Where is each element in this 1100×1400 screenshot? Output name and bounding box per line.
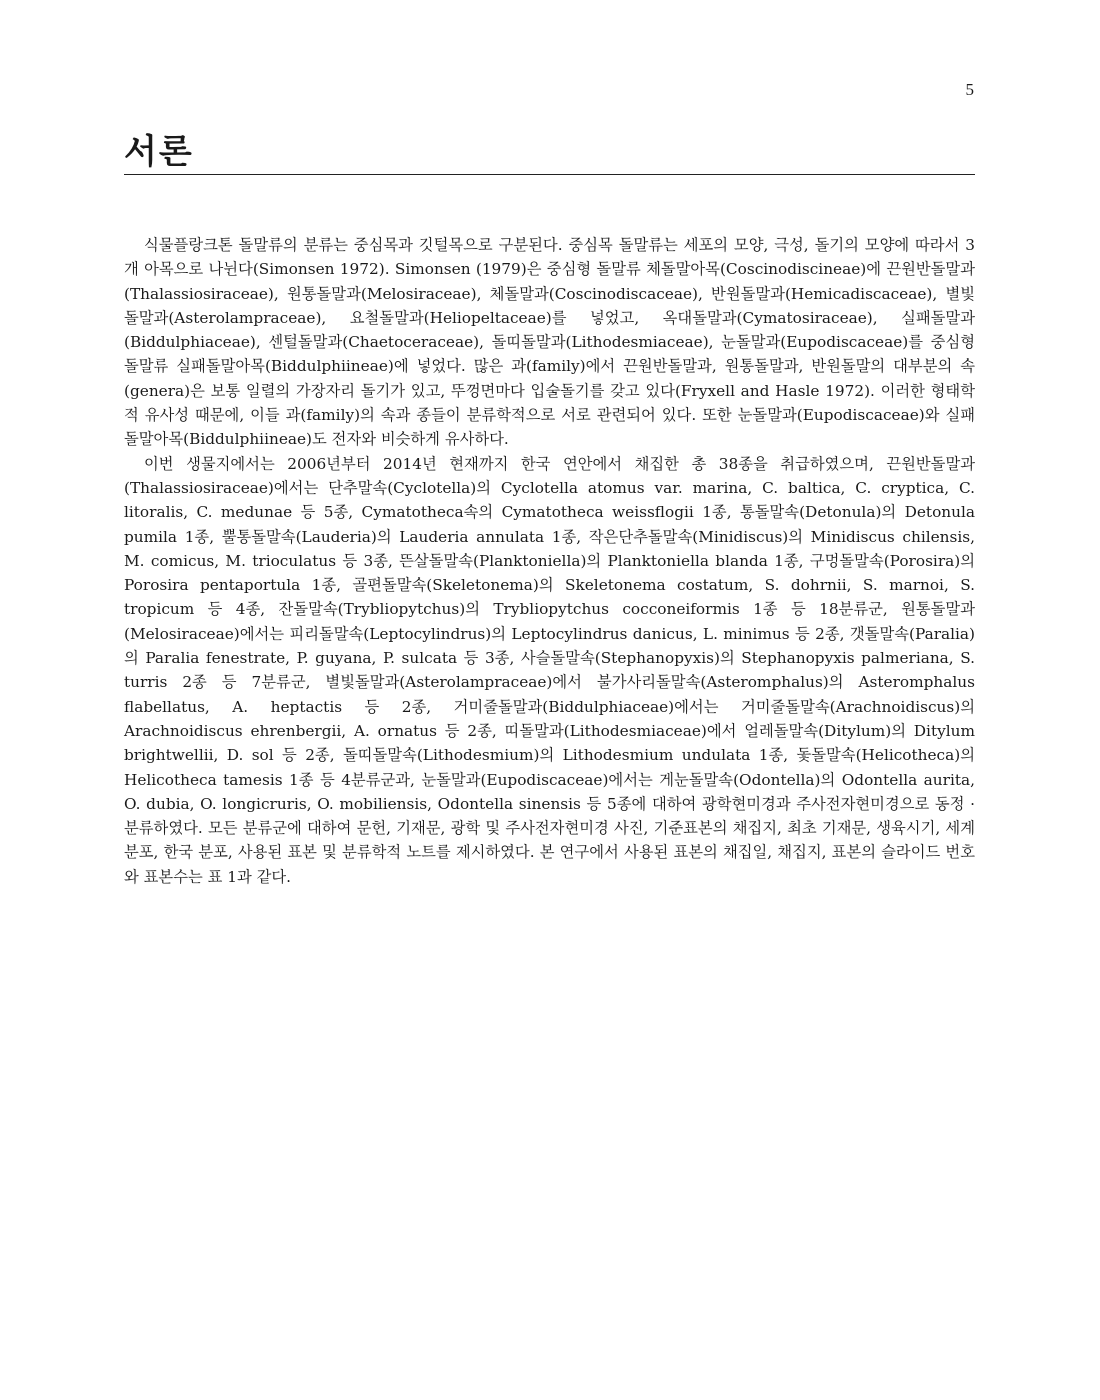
title-rule	[124, 174, 975, 175]
chapter-title: 서론	[124, 132, 194, 172]
paragraph-intro: 식물플랑크톤 돌말류의 분류는 중심목과 깃털목으로 구분된다. 중심목 돌말류는 세포의 모양, 극성, 돌기의 모양에 따라서 3개 아목으로 나뉜다(Simonsen 1972). Simonsen (1979)은 중심형 돌말류 체돌말아목(Coscinodiscineae)에 끈원반돌말과(Thalassiosiraceae), 원통돌말과(Melosiraceae), 체돌말과(Coscinodiscaceae), 반원돌말과(Hemicadiscaceae), 별빛돌말과(Asterolampraceae), 요철돌말과(Heliopeltaceae)를 넣었고, 옥대돌말과(Cymatosiraceae), 실패돌말과(Biddulphiaceae), 센털돌말과(Chaetoceraceae), 돌띠돌말과(Lithodesmiaceae), 눈돌말과(Eupodiscaceae)를 중심형 돌말류 실패돌말아목(Biddulphiineae)에 넣었다. 많은 과(family)에서 끈원반돌말과, 원통돌말과, 반원돌말의 대부분의 속(genera)은 보통 일렬의 가장자리 돌기가 있고, 뚜껑면마다 입술돌기를 갖고 있다(Fryxell and Hasle 1972). 이러한 형태학적 유사성 때문에, 이들 과(family)의 속과 종들이 분류학적으로 서로 관련되어 있다. 또한 눈돌말과(Eupodiscaceae)와 실패돌말아목(Biddulphiineae)도 전자와 비슷하게 유사하다.	[124, 236, 975, 449]
paragraph-species-list: 이번 생물지에서는 2006년부터 2014년 현재까지 한국 연안에서 채집한 총 38종을 취급하였으며, 끈원반돌말과(Thalassiosiraceae)에서는 단추말속(Cyclotella)의 Cyclotella atomus var. marina, C. baltica, C. cryptica, C. litoralis, C. medunae 등 5종, Cymatotheca속의 Cymatotheca weissflogii 1종, 통돌말속(Detonula)의 Detonula pumila 1종, 뿔통돌말속(Lauderia)의 Lauderia annulata 1종, 작은단추돌말속(Minidiscus)의 Minidiscus chilensis, M. comicus, M. trioculatus 등 3종, 뜬살돌말속(Planktoniella)의 Planktoniella blanda 1종, 구멍돌말속(Porosira)의 Porosira pentaportula 1종, 골편돌말속(Skeletonema)의 Skeletonema costatum, S. dohrnii, S. marnoi, S. tropicum 등 4종, 잔돌말속(Trybliopytchus)의 Trybliopytchus cocconeiformis 1종 등 18분류군, 원통돌말과(Melosiraceae)에서는 피리돌말속(Leptocylindrus)의 Leptocylindrus danicus, L. minimus 등 2종, 갯돌말속(Paralia)의 Paralia fenestrate, P. guyana, P. sulcata 등 3종, 사슬돌말속(Stephanopyxis)의 Stephanopyxis palmeriana, S. turris 2종 등 7분류군, 별빛돌말과(Asterolampraceae)에서 불가사리돌말속(Asteromphalus)의 Asteromphalus flabellatus, A. heptactis 등 2종, 거미줄돌말과(Biddulphiaceae)에서는 거미줄돌말속(Arachnoidiscus)의 Arachnoidiscus ehrenbergii, A. ornatus 등 2종, 띠돌말과(Lithodesmiaceae)에서 얼레돌말속(Ditylum)의 Ditylum brightwellii, D. sol 등 2종, 돌띠돌말속(Lithodesmium)의 Lithodesmium undulata 1종, 돛돌말속(Helicotheca)의 Helicotheca tamesis 1종 등 4분류군과, 눈돌말과(Eupodiscaceae)에서는 게눈돌말속(Odontella)의 Odontella aurita, O. dubia, O. longicruris, O. mobiliensis, Odontella sinensis 등 5종에 대하여 광학현미경과 주사전자현미경으로 동정 · 분류하였다. 모든 분류군에 대하여 문헌, 기재문, 광학 및 주사전자현미경 사진, 기준표본의 채집지, 최초 기재문, 생육시기, 세계 분포, 한국 분포, 사용된 표본 및 분류학적 노트를 제시하였다. 본 연구에서 사용된 표본의 채집일, 채집지, 표본의 슬라이드 번호와 표본수는 표 1과 같다.	[124, 454, 975, 886]
body-text	[124, 233, 975, 889]
page-number: 5	[965, 80, 974, 99]
